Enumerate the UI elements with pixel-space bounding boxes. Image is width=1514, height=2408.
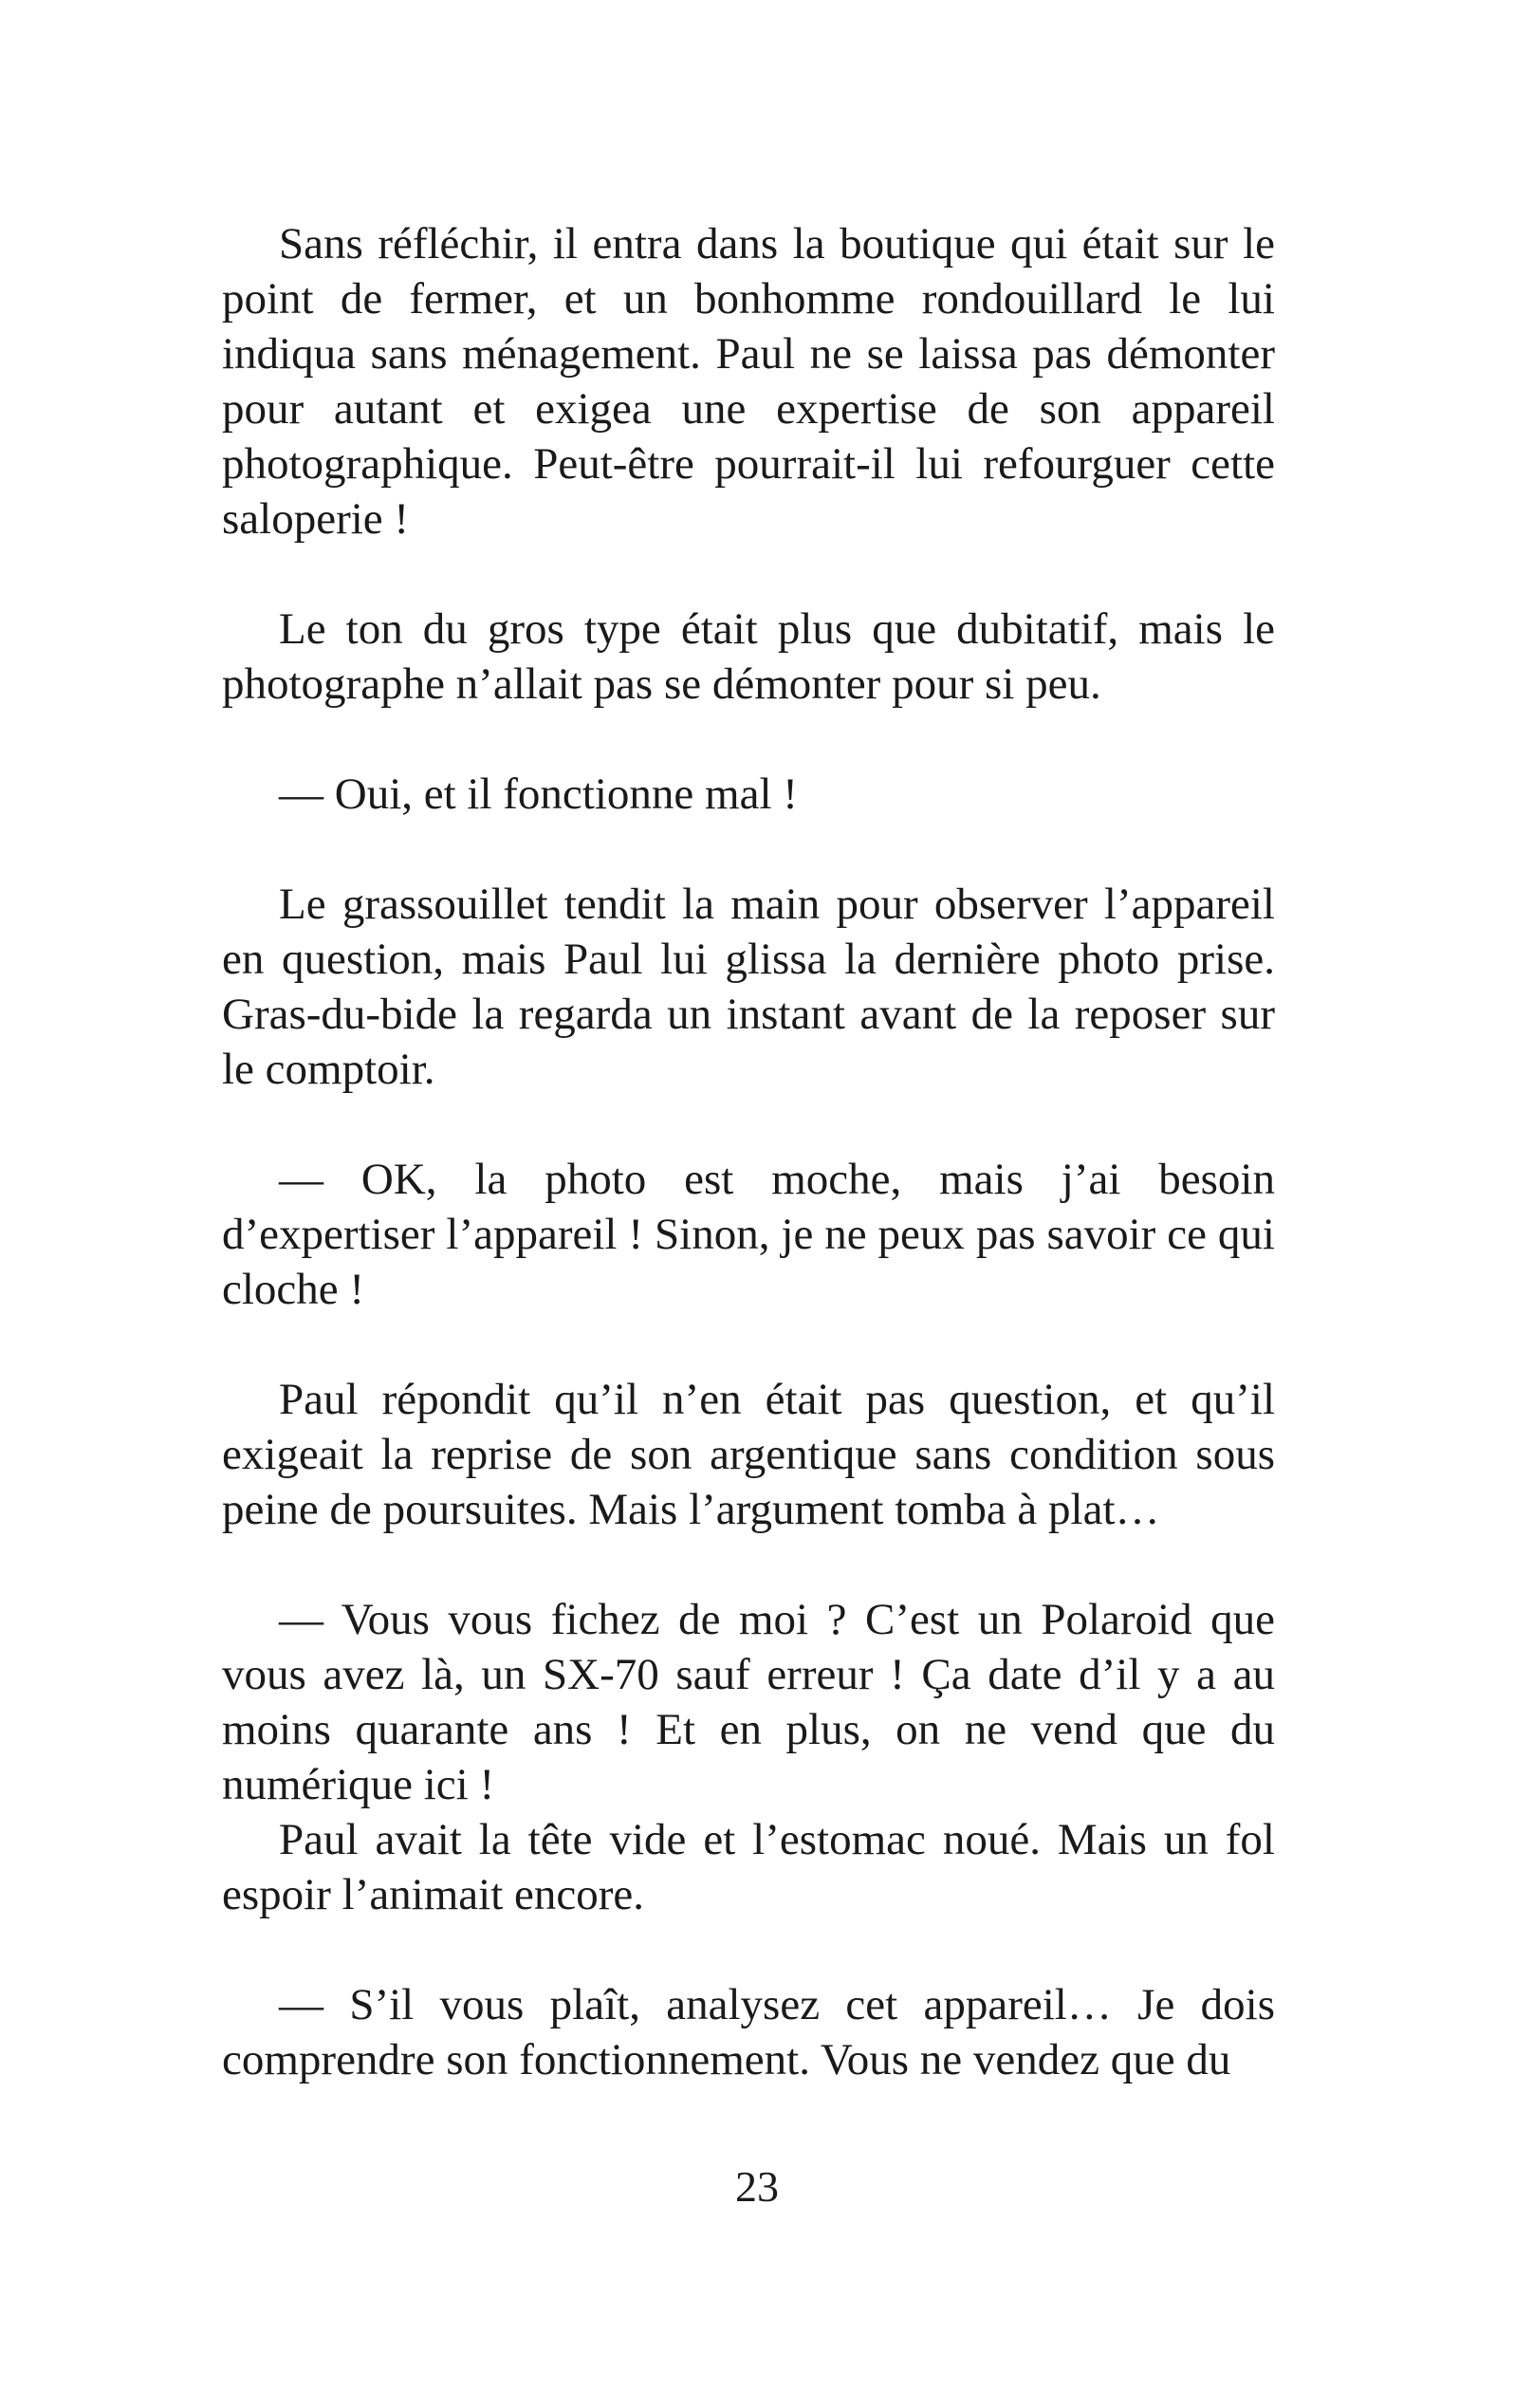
paragraph-3: Le grassouillet tendit la main pour observer l’appareil en question, mais Paul lui glissa la dernière photo prise. Gras-du-bide la regarda un instant avant de la reposer sur le comptoir.: [222, 880, 1275, 1094]
paragraph-4: Paul répondit qu’il n’en était pas question, et qu’il exigeait la reprise de son argentique sans condition sous peine de poursuites. Mais l’argument tomba à plat…: [222, 1375, 1275, 1534]
dialogue-line-2: — OK, la photo est moche, mais j’ai besoin d’expertiser l’appareil ! Sinon, je ne peux pas savoir ce qui cloche !: [222, 1155, 1275, 1314]
paragraph-1: Sans réfléchir, il entra dans la boutique qui était sur le point de fermer, et un bonhomme rondouillard le lui indiqua sans ménagement. Paul ne se laissa pas démonter pour autant et exigea une expertise de son appareil photographique. Peut-être pourrait-il lui refourguer cette saloperie !: [222, 219, 1275, 544]
page-body: [222, 216, 1275, 2087]
dialogue-line-4: — S’il vous plaît, analysez cet appareil… Je dois comprendre son fonctionnement. Vous ne vendez que du: [222, 1980, 1275, 2084]
dialogue-line-3: — Vous vous fichez de moi ? C’est un Polaroid que vous avez là, un SX-70 sauf erreur ! Ça date d’il y a au moins quarante ans ! Et en plus, on ne vend que du numérique ici !: [222, 1595, 1275, 1809]
paragraph-2: Le ton du gros type était plus que dubitatif, mais le photographe n’allait pas se démonter pour si peu.: [222, 604, 1275, 709]
dialogue-line-1: — Oui, et il fonctionne mal !: [279, 769, 798, 819]
page-number: 23: [735, 2162, 779, 2211]
paragraph-5: Paul avait la tête vide et l’estomac noué. Mais un fol espoir l’animait encore.: [222, 1815, 1275, 1919]
